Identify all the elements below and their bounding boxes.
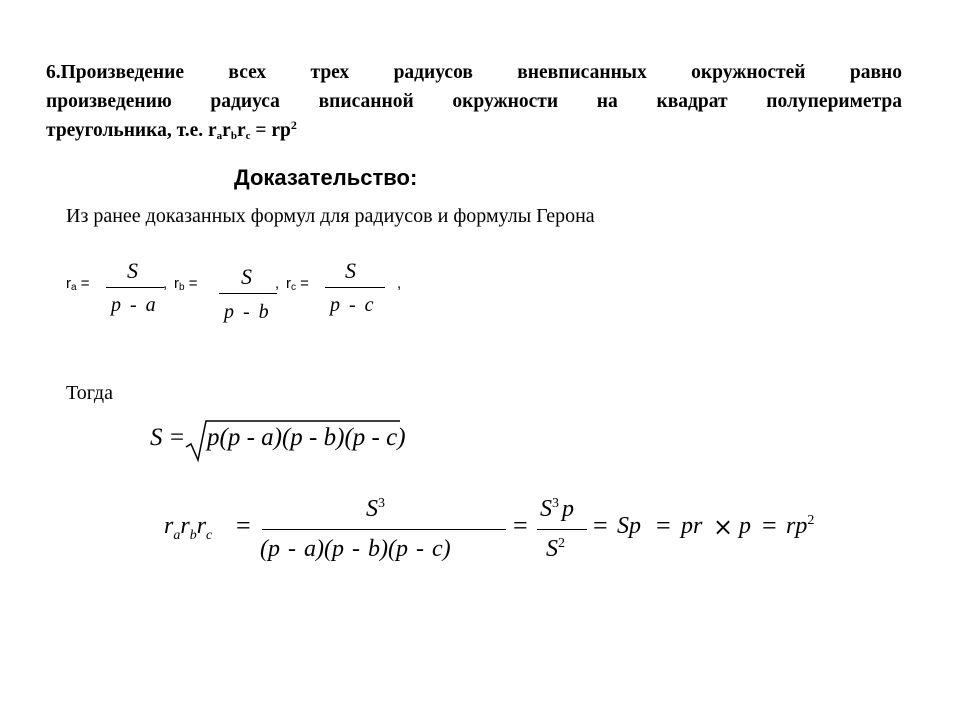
rc-comma: ,: [397, 275, 402, 292]
minus-sign: -: [130, 294, 137, 316]
equals-sign: =: [76, 275, 90, 292]
sub-c: c: [245, 130, 251, 142]
den-p: p: [330, 294, 340, 316]
den-c: c: [364, 294, 374, 316]
r-symbol: r: [196, 513, 207, 539]
frac2-bar: [537, 529, 587, 530]
rc-denominator: [330, 294, 374, 317]
ra-denominator: [111, 294, 156, 317]
final-lhs: [164, 513, 212, 544]
r-symbol: r: [208, 120, 217, 141]
rp2-term: [786, 513, 814, 540]
r-symbol: r: [222, 120, 231, 141]
frac1-bar: [262, 529, 506, 530]
r-symbol: r: [174, 275, 179, 292]
ra-fraction-bar: [106, 287, 164, 288]
s-symbol: S: [546, 536, 558, 562]
sub-a: a: [71, 282, 77, 293]
sub-b: b: [189, 527, 197, 543]
equals-sign: =: [593, 511, 608, 540]
r-symbol: r: [180, 513, 190, 539]
exp-3: 3: [378, 496, 385, 511]
equals-sign: =: [236, 511, 251, 540]
ra-label: [66, 275, 90, 292]
sub-c: c: [206, 527, 213, 543]
theorem-eq: = rp: [250, 120, 291, 141]
equals-sign: =: [296, 275, 309, 292]
exp-3: 3: [552, 496, 559, 511]
sub-c: c: [291, 282, 296, 293]
sub-a: a: [216, 130, 223, 142]
den-p: p: [111, 294, 121, 316]
s-symbol: S: [540, 496, 552, 522]
heron-radicand: p(p - a)(p - b)(p - c): [207, 424, 406, 451]
heron-lhs: S: [150, 424, 163, 451]
ra-numerator: S: [127, 258, 138, 283]
p-symbol: p: [562, 496, 574, 522]
theorem-exp: 2: [290, 118, 297, 132]
heron-equals: =: [170, 424, 185, 451]
equals-sign: =: [184, 275, 198, 292]
theorem-statement: [46, 58, 902, 145]
theorem-line-2: произведению радиуса вписанной окружности на квадрат полупериметра: [46, 91, 902, 112]
rp-symbol: rp: [786, 513, 808, 539]
s-symbol: S: [366, 496, 378, 522]
frac2-denominator: [546, 536, 565, 563]
equals-sign: =: [656, 511, 671, 540]
rb-label: [174, 275, 198, 292]
times-sign: ×: [713, 513, 734, 541]
frac2-numerator: [540, 496, 574, 523]
sub-b: b: [179, 282, 185, 293]
den-p: p: [224, 301, 234, 323]
pr-term: pr: [681, 513, 703, 539]
rb-comma: ,: [275, 275, 280, 292]
sub-b: b: [230, 130, 237, 142]
theorem-line-3-text: треугольника, т.е.: [46, 120, 208, 141]
exp-2: 2: [807, 513, 815, 528]
den-b: b: [258, 301, 269, 323]
rc-numerator: S: [345, 258, 356, 283]
frac1-numerator: [366, 496, 385, 523]
r-symbol: r: [164, 513, 174, 539]
minus-sign: -: [349, 294, 356, 316]
rb-numerator: S: [241, 264, 252, 289]
frac1-denominator: (p - a)(p - b)(p - c): [260, 536, 451, 562]
rb-denominator: [224, 301, 269, 324]
proof-heading: Доказательство:: [234, 165, 418, 190]
sub-a: a: [173, 527, 181, 543]
minus-sign: -: [243, 301, 250, 323]
equals-sign: =: [513, 511, 528, 540]
ra-comma: ,: [163, 275, 168, 292]
p-term: p: [739, 513, 751, 539]
r-symbol: r: [286, 275, 291, 292]
then-text: Тогда: [66, 382, 113, 404]
equals-sign: =: [762, 511, 777, 540]
exp-2: 2: [558, 536, 565, 551]
rc-fraction-bar: [325, 287, 385, 288]
sp-term: Sp: [617, 513, 641, 539]
rc-label: [286, 275, 309, 292]
theorem-line-3: [46, 116, 902, 145]
intro-text: Из ранее доказанных формул для радиусов и формулы Герона: [66, 205, 595, 227]
r-symbol: r: [66, 275, 71, 292]
theorem-line-1: 6.Произведение всех трех радиусов вневписанных окружностей равно: [46, 62, 902, 83]
rb-fraction-bar: [219, 293, 277, 294]
r-symbol: r: [236, 120, 246, 141]
den-a: a: [145, 294, 156, 316]
